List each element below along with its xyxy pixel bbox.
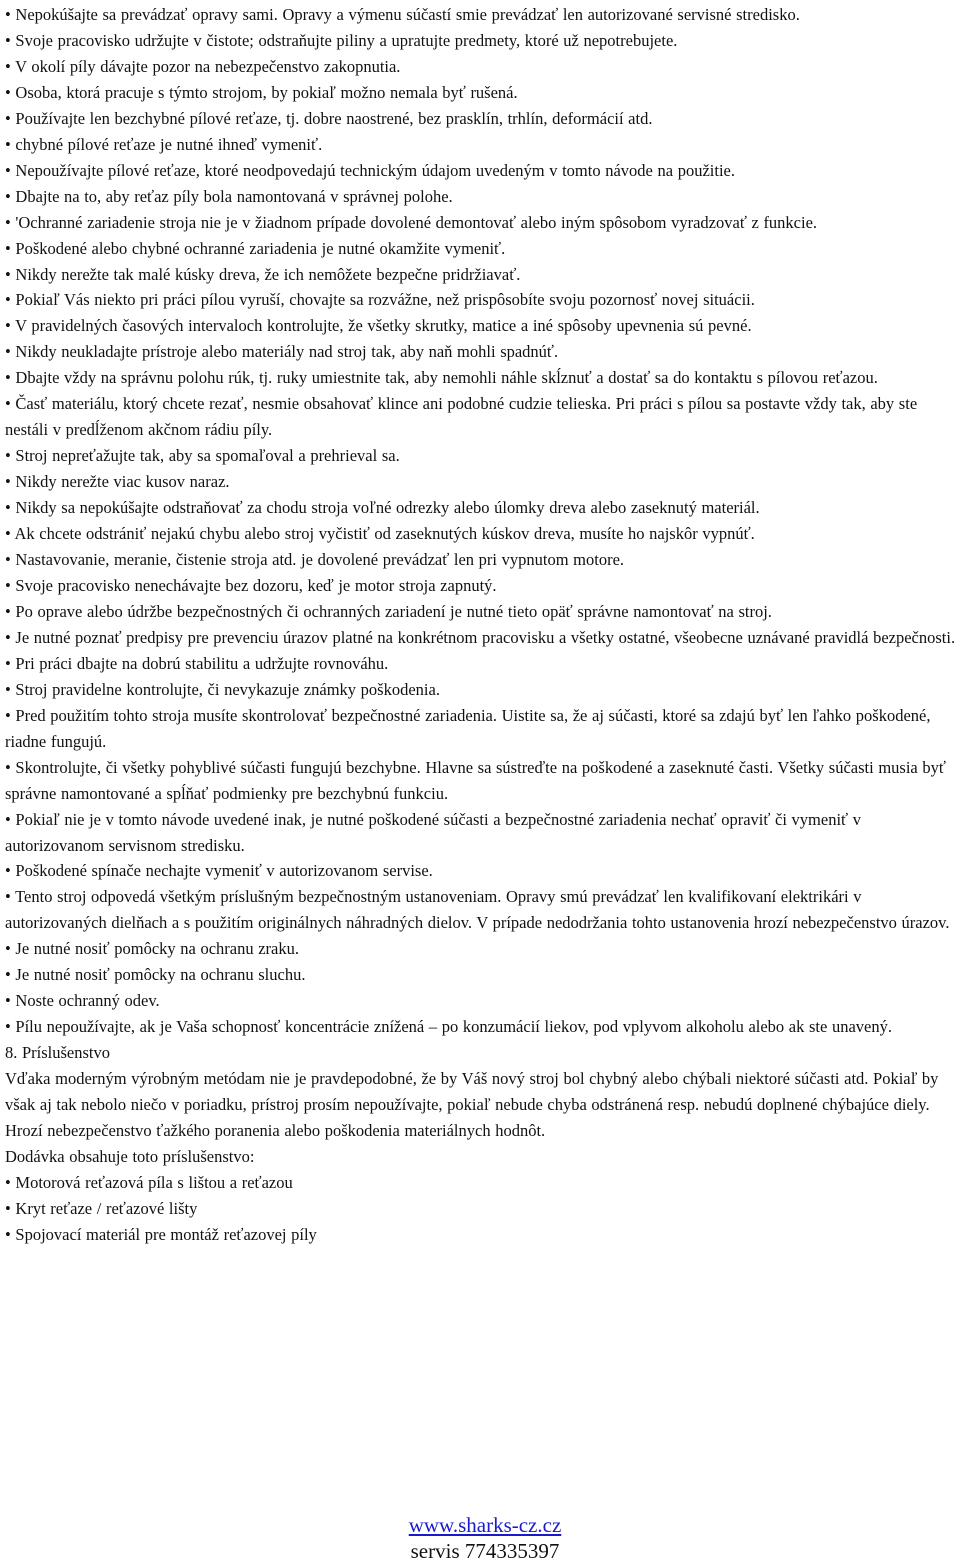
- item-text: V okolí píly dávajte pozor na nebezpečenstvo zakopnutia.: [15, 56, 401, 76]
- bullet-icon: •: [5, 887, 11, 907]
- bullet-item: [5, 365, 957, 391]
- paragraph: [5, 1066, 957, 1144]
- bullet-item: [5, 262, 957, 288]
- bullet-icon: •: [5, 30, 11, 50]
- bullet-icon: •: [5, 368, 11, 388]
- item-text: Pokiaľ Vás niekto pri práci pílou vyruší, chovajte sa rozvážne, než prispôsobíte svoju pozornosť novej situácii.: [15, 290, 755, 310]
- item-text: Svoje pracovisko udržujte v čistote; odstraňujte piliny a upratujte predmety, ktoré už nepotrebujete.: [15, 30, 678, 50]
- bullet-item: [5, 677, 957, 703]
- bullet-item: [5, 158, 957, 184]
- bullet-icon: •: [5, 524, 11, 544]
- bullet-icon: •: [5, 991, 11, 1011]
- bullet-icon: •: [5, 1224, 11, 1244]
- bullet-icon: •: [5, 1017, 11, 1037]
- item-text: Je nutné nosiť pomôcky na ochranu sluchu.: [15, 965, 306, 985]
- bullet-item: [5, 443, 957, 469]
- item-text: Nikdy nerežte tak malé kúsky dreva, že ich nemôžete bezpečne pridržiavať.: [15, 264, 521, 284]
- bullet-item: [5, 599, 957, 625]
- bullet-icon: •: [5, 212, 11, 232]
- bullet-icon: •: [5, 82, 11, 102]
- bullet-item: [5, 651, 957, 677]
- item-text: Noste ochranný odev.: [15, 991, 160, 1011]
- item-text: Dodávka obsahuje toto príslušenstvo:: [5, 1146, 255, 1166]
- bullet-icon: •: [5, 108, 11, 128]
- bullet-icon: •: [5, 627, 11, 647]
- item-text: Tento stroj odpovedá všetkým príslušným bezpečnostným ustanoveniam. Opravy smú prevádzať len kvalifikovaní elektrikári v autorizovaných dielňach a s použitím originálnych náhradných dielov. V prípade nedodržania tohto ustanovenia hrozí nebezpečenstvo úrazov.: [5, 887, 950, 933]
- item-text: Dbajte na to, aby reťaz píly bola namontovaná v správnej polohe.: [15, 186, 453, 206]
- bullet-icon: •: [5, 186, 11, 206]
- bullet-item: [5, 988, 957, 1014]
- bullet-icon: •: [5, 1198, 11, 1218]
- bullet-icon: •: [5, 342, 11, 362]
- bullet-icon: •: [5, 679, 11, 699]
- item-text: Pílu nepoužívajte, ak je Vaša schopnosť koncentrácie znížená – po konzumácií liekov, pod vplyvom alkoholu alebo ak ste unavený.: [15, 1017, 892, 1037]
- item-text: Dbajte vždy na správnu polohu rúk, tj. ruky umiestnite tak, aby nemohli náhle skĺznuť a dostať sa do kontaktu s pílovou reťazou.: [15, 368, 878, 388]
- item-text: Ak chcete odstrániť nejakú chybu alebo stroj vyčistiť od zaseknutých kúskov dreva, musíte ho najskôr vypnúť.: [14, 524, 755, 544]
- paragraph: [5, 1144, 957, 1170]
- bullet-icon: •: [5, 861, 11, 881]
- bullet-item: [5, 1014, 957, 1040]
- item-text: Časť materiálu, ktorý chcete rezať, nesmie obsahovať klince ani podobné cudzie telieska. Pri práci s pílou sa postavte vždy tak, aby ste nestáli v predĺženom akčnom rádiu píly.: [5, 394, 918, 440]
- bullet-icon: •: [5, 316, 11, 336]
- bullet-icon: •: [5, 939, 11, 959]
- item-text: Svoje pracovisko nenechávajte bez dozoru, keď je motor stroja zapnutý.: [15, 575, 497, 595]
- bullet-icon: •: [5, 1172, 11, 1192]
- item-text: Je nutné poznať predpisy pre prevenciu úrazov platné na konkrétnom pracovisku a všetky ostatné, všeobecne uznávané pravidlá bezpečnosti.: [15, 627, 956, 647]
- item-text: Nikdy neukladajte prístroje alebo materiály nad stroj tak, aby naň mohli spadnúť.: [15, 342, 559, 362]
- bullet-icon: •: [5, 446, 11, 466]
- bullet-item: [5, 469, 957, 495]
- bullet-item: [5, 80, 957, 106]
- bullet-item: [5, 106, 957, 132]
- bullet-item: [5, 547, 957, 573]
- bullet-item: [5, 2, 957, 28]
- bullet-icon: •: [5, 601, 11, 621]
- bullet-item: [5, 625, 957, 651]
- item-text: Poškodené spínače nechajte vymeniť v autorizovanom servise.: [15, 861, 433, 881]
- bullet-icon: •: [5, 290, 11, 310]
- item-text: Pri práci dbajte na dobrú stabilitu a udržujte rovnováhu.: [15, 653, 389, 673]
- bullet-item: [5, 1170, 957, 1196]
- item-text: 'Ochranné zariadenie stroja nie je v žiadnom prípade dovolené demontovať alebo iným spôsobom vyradzovať z funkcie.: [15, 212, 818, 232]
- bullet-item: [5, 573, 957, 599]
- bullet-item: [5, 184, 957, 210]
- item-text: Nikdy nerežte viac kusov naraz.: [15, 472, 230, 492]
- bullet-item: [5, 858, 957, 884]
- item-text: Spojovací materiál pre montáž reťazovej píly: [15, 1224, 317, 1244]
- bullet-item: [5, 521, 957, 547]
- bullet-item: [5, 54, 957, 80]
- bullet-icon: •: [5, 472, 11, 492]
- bullet-icon: •: [5, 550, 11, 570]
- item-text: Poškodené alebo chybné ochranné zariadenia je nutné okamžite vymeniť.: [15, 238, 506, 258]
- item-text: Motorová reťazová píla s lištou a reťazou: [15, 1172, 293, 1192]
- item-text: Pokiaľ nie je v tomto návode uvedené inak, je nutné poškodené súčasti a bezpečnostné zariadenia nechať opraviť či vymeniť v autorizovanom servisnom stredisku.: [5, 809, 861, 855]
- item-text: Nikdy sa nepokúšajte odstraňovať za chodu stroja voľné odrezky alebo úlomky dreva alebo zaseknutý materiál.: [15, 498, 760, 518]
- service-phone: servis 774335397: [410, 1539, 560, 1563]
- bullet-icon: •: [5, 705, 11, 725]
- item-text: Kryt reťaze / reťazové lišty: [15, 1198, 198, 1218]
- bullet-icon: •: [5, 238, 11, 258]
- bullet-icon: •: [5, 134, 11, 154]
- bullet-item: [5, 287, 957, 313]
- bullet-item: [5, 755, 957, 807]
- bullet-icon: •: [5, 160, 11, 180]
- item-text: 8. Príslušenstvo: [5, 1043, 111, 1063]
- bullet-item: [5, 962, 957, 988]
- bullet-icon: •: [5, 498, 11, 518]
- item-text: Skontrolujte, či všetky pohyblivé súčasti fungujú bezchybne. Hlavne sa sústreďte na poškodené a zaseknuté časti. Všetky súčasti musia byť správne namontované a spĺňať podmienky pre bezchybnú funkciu.: [5, 757, 946, 803]
- bullet-item: [5, 236, 957, 262]
- bullet-icon: •: [5, 5, 11, 24]
- bullet-item: [5, 1222, 957, 1248]
- bullet-item: [5, 28, 957, 54]
- bullet-item: [5, 391, 957, 443]
- website-link[interactable]: www.sharks-cz.cz: [408, 1513, 562, 1537]
- item-text: chybné pílové reťaze je nutné ihneď vymeniť.: [15, 134, 323, 154]
- item-text: Vďaka moderným výrobným metódam nie je pravdepodobné, že by Váš nový stroj bol chybný alebo chýbali niektoré súčasti atd. Pokiaľ by však aj tak nebolo niečo v poriadku, prístroj prosím nepoužívajte, pokiaľ nebude chyba odstránená resp. nebudú doplnené chýbajúce diely. Hrozí nebezpečenstvo ťažkého poranenia alebo poškodenia materiálnych hodnôt.: [5, 1069, 939, 1140]
- bullet-icon: •: [5, 809, 11, 829]
- bullet-item: [5, 884, 957, 936]
- bullet-icon: •: [5, 757, 11, 777]
- bullet-item: [5, 1196, 957, 1222]
- item-text: Nepokúšajte sa prevádzať opravy sami. Opravy a výmenu súčastí smie prevádzať len autorizované servisné stredisko.: [15, 5, 800, 24]
- bullet-icon: •: [5, 394, 11, 414]
- bullet-icon: •: [5, 56, 11, 76]
- bullet-item: [5, 495, 957, 521]
- document-body: [5, 2, 957, 1248]
- bullet-item: [5, 703, 957, 755]
- item-text: Stroj nepreťažujte tak, aby sa spomaľoval a prehrieval sa.: [15, 446, 400, 466]
- bullet-item: [5, 313, 957, 339]
- bullet-icon: •: [5, 575, 11, 595]
- bullet-icon: •: [5, 965, 11, 985]
- paragraph: [5, 1040, 957, 1066]
- bullet-item: [5, 936, 957, 962]
- item-text: Pred použitím tohto stroja musíte skontrolovať bezpečnostné zariadenia. Uistite sa, že aj súčasti, ktoré sa zdajú byť len ľahko poškodené, riadne fungujú.: [5, 705, 931, 751]
- bullet-item: [5, 132, 957, 158]
- item-text: Nepoužívajte pílové reťaze, ktoré neodpovedajú technickým údajom uvedeným v tomto návode na použitie.: [15, 160, 735, 180]
- bullet-icon: •: [5, 264, 11, 284]
- bullet-icon: •: [5, 653, 11, 673]
- item-text: Stroj pravidelne kontrolujte, či nevykazuje známky poškodenia.: [15, 679, 440, 699]
- footer: [0, 1512, 960, 1564]
- item-text: Osoba, ktorá pracuje s týmto strojom, by pokiaľ možno nemala byť rušená.: [15, 82, 518, 102]
- bullet-item: [5, 339, 957, 365]
- item-text: Je nutné nosiť pomôcky na ochranu zraku.: [15, 939, 300, 959]
- item-text: Používajte len bezchybné pílové reťaze, tj. dobre naostrené, bez prasklín, trhlín, deformácií atd.: [15, 108, 653, 128]
- item-text: Po oprave alebo údržbe bezpečnostných či ochranných zariadení je nutné tieto opäť správne namontovať na stroj.: [15, 601, 772, 621]
- bullet-item: [5, 807, 957, 859]
- item-text: Nastavovanie, meranie, čistenie stroja atd. je dovolené prevádzať len pri vypnutom motore.: [15, 550, 625, 570]
- item-text: V pravidelných časových intervaloch kontrolujte, že všetky skrutky, matice a iné spôsoby upevnenia sú pevné.: [15, 316, 752, 336]
- bullet-item: [5, 210, 957, 236]
